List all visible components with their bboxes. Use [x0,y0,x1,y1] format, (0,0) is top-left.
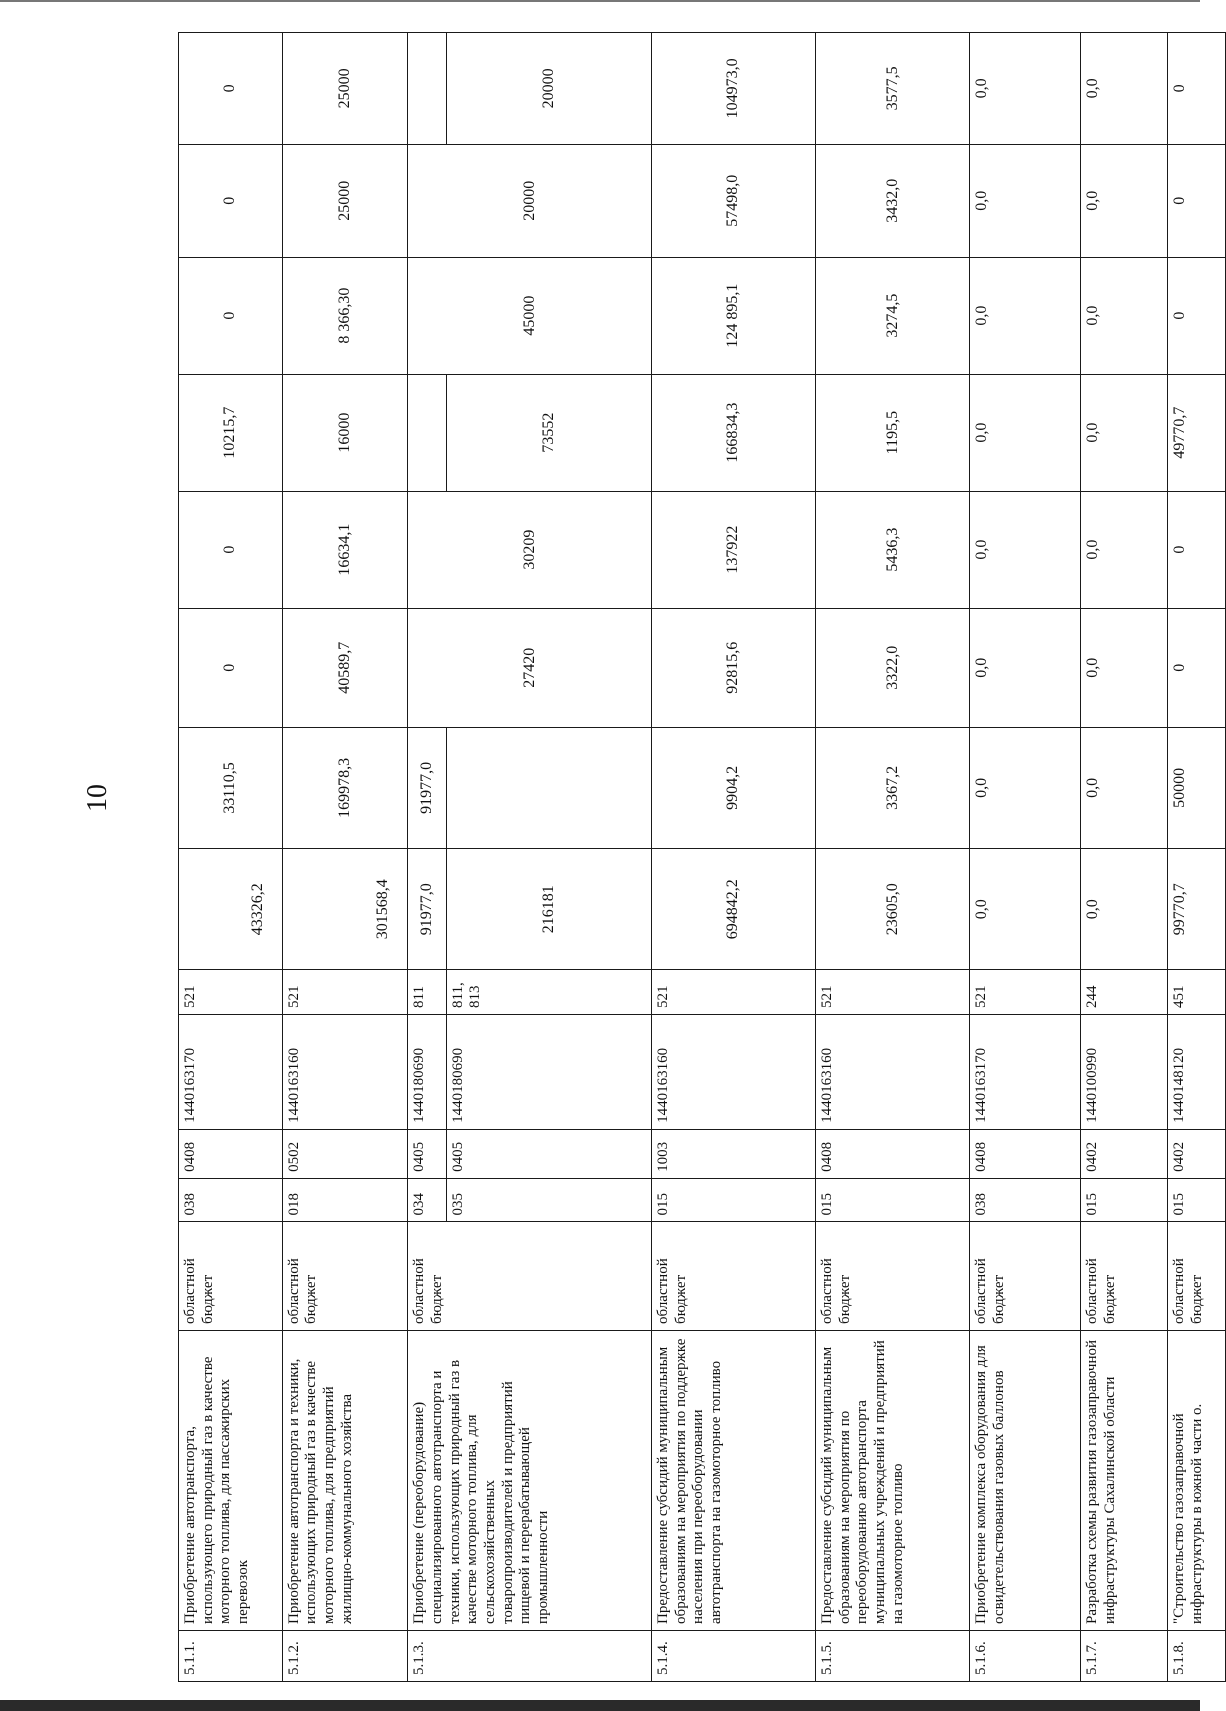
value-2019: 57498,0 [651,144,815,257]
total-value: 23605,0 [815,849,969,970]
row-number: 5.1.5. [815,1630,969,1681]
table-row [970,33,1081,1682]
rzpr-code: 0405 [446,1129,651,1178]
row-number: 5.1.3. [408,1630,652,1681]
value-2020-empty [408,33,447,145]
csr-code: 1440163160 [651,1015,815,1130]
grbs-code: 035 [446,1178,651,1222]
value-2016: 0 [1168,491,1226,608]
value-2020: 20000 [446,33,651,145]
csr-code: 1440163160 [815,1015,969,1130]
grbs-code: 038 [179,1178,283,1222]
table-row [408,33,447,1682]
table-row [1168,33,1226,1682]
csr-code: 1440148120 [1168,1015,1226,1130]
value-2014-empty [446,727,651,848]
total-value: 0,0 [1081,849,1168,970]
csr-code: 1440163170 [179,1015,283,1130]
activity-name: Разработка схемы развития газозаправочной инфраструктуры Сахалинской области [1081,1330,1168,1630]
rzpr-code: 0402 [1081,1129,1168,1178]
rzpr-code: 0502 [282,1129,407,1178]
table-row [815,33,969,1682]
vr-code: 451 [1168,970,1226,1015]
vr-code: 811 [408,970,447,1015]
csr-code: 1440163160 [282,1015,407,1130]
funding-source: областной бюджет [1168,1222,1226,1331]
value-2018: 0,0 [1081,257,1168,374]
value-2014: 169978,3 [282,727,407,848]
value-2018: 0 [179,257,283,374]
value-2014: 0,0 [1081,727,1168,848]
value-2018: 3274,5 [815,257,969,374]
value-2020: 25000 [282,33,407,145]
rzpr-code: 0402 [1168,1129,1226,1178]
value-2017: 166834,3 [651,374,815,491]
funding-source: областной бюджет [970,1222,1081,1331]
vr-code: 521 [282,970,407,1015]
row-number: 5.1.6. [970,1630,1081,1681]
value-2014: 9904,2 [651,727,815,848]
activity-name: Предоставление субсидий муниципальным образованиям на мероприятия по переоборудованию автотранспорта муниципальных учреждений и предприятий на газомоторное топливо [815,1330,969,1630]
value-2015: 0,0 [970,608,1081,727]
value-2017: 73552 [446,374,651,491]
value-2014: 50000 [1168,727,1226,848]
value-2020: 0 [179,33,283,145]
vr-code: 521 [970,970,1081,1015]
value-2015: 92815,6 [651,608,815,727]
row-number: 5.1.1. [179,1630,283,1681]
value-2017: 10215,7 [179,374,283,491]
value-2014: 3367,2 [815,727,969,848]
funding-source: областной бюджет [1081,1222,1168,1331]
total-value: 0,0 [970,849,1081,970]
rzpr-code: 0405 [408,1129,447,1178]
activity-name: Приобретение автотранспорта и техники, использующих природный газ в качестве моторного топлива, для предприятий жилищно-коммунального хозяйства [282,1330,407,1630]
value-2017: 0,0 [970,374,1081,491]
value-2016: 137922 [651,491,815,608]
value-2016: 0,0 [970,491,1081,608]
value-2020: 0 [1168,33,1226,145]
rotated-table-wrapper [178,32,1226,1682]
csr-code: 1440180690 [408,1015,447,1130]
grbs-code: 034 [408,1178,447,1222]
value-2015: 3322,0 [815,608,969,727]
table-row [1081,33,1168,1682]
total-value: 216181 [446,849,651,970]
csr-code: 1440100990 [1081,1015,1168,1130]
value-2020: 3577,5 [815,33,969,145]
activity-name: Предоставление субсидий муниципальным образованиям на мероприятия по поддержке населения при переоборудовании автотранспорта на газомоторное топливо [651,1330,815,1630]
page-number: 10 [82,784,113,812]
row-number: 5.1.4. [651,1630,815,1681]
activity-name: Приобретение (переоборудование) специализированного автотранспорта и техники, использующих природный газ в качестве моторного топлива, для сельскохозяйственных товаропроизводителей и предприятий пищевой и перерабатывающей промышленности [408,1330,652,1630]
vr-code: 521 [651,970,815,1015]
total-value: 301568,4 [282,849,407,970]
value-2018: 8 366,30 [282,257,407,374]
value-2017: 0,0 [1081,374,1168,491]
activity-name: "Строительство газозаправочной инфраструктуры в южной части о. [1168,1330,1226,1630]
value-2019: 0,0 [970,144,1081,257]
grbs-code: 038 [970,1178,1081,1222]
value-2019: 0,0 [1081,144,1168,257]
scan-bottom-edge [0,1700,1200,1711]
funding-source: областной бюджет [815,1222,969,1331]
value-2018: 124 895,1 [651,257,815,374]
value-2014: 91977,0 [408,727,447,848]
vr-code: 521 [815,970,969,1015]
value-2014: 33110,5 [179,727,283,848]
csr-code: 1440180690 [446,1015,651,1130]
vr-code: 521 [179,970,283,1015]
row-number: 5.1.2. [282,1630,407,1681]
value-2016: 30209 [408,491,652,608]
value-2018: 45000 [408,257,652,374]
grbs-code: 015 [651,1178,815,1222]
value-2014: 0,0 [970,727,1081,848]
value-2020: 104973,0 [651,33,815,145]
csr-code: 1440163170 [970,1015,1081,1130]
row-number: 5.1.8. [1168,1630,1226,1681]
funding-source: областной бюджет [179,1222,283,1331]
rzpr-code: 0408 [970,1129,1081,1178]
value-2015: 0 [1168,608,1226,727]
grbs-code: 018 [282,1178,407,1222]
funding-source: областной бюджет [282,1222,407,1331]
total-value: 99770,7 [1168,849,1226,970]
grbs-code: 015 [1081,1178,1168,1222]
program-activities-table [178,32,1226,1682]
total-value: 694842,2 [651,849,815,970]
activity-name: Приобретение автотранспорта, использующего природный газ в качестве моторного топлива, для пассажирских перевозок [179,1330,283,1630]
value-2017-empty [408,374,447,491]
funding-source: областной бюджет [408,1222,652,1331]
value-2017: 1195,5 [815,374,969,491]
value-2016: 5436,3 [815,491,969,608]
value-2015: 0,0 [1081,608,1168,727]
value-2017: 49770,7 [1168,374,1226,491]
value-2019: 3432,0 [815,144,969,257]
grbs-code: 015 [815,1178,969,1222]
value-2019: 25000 [282,144,407,257]
total-value: 91977,0 [408,849,447,970]
value-2015: 27420 [408,608,652,727]
row-number: 5.1.7. [1081,1630,1168,1681]
grbs-code: 015 [1168,1178,1226,1222]
value-2015: 0 [179,608,283,727]
value-2017: 16000 [282,374,407,491]
value-2019: 20000 [408,144,652,257]
value-2016: 16634,1 [282,491,407,608]
total-value: 43326,2 [179,849,283,970]
value-2019: 0 [1168,144,1226,257]
value-2016: 0,0 [1081,491,1168,608]
vr-code: 811, 813 [446,970,651,1015]
funding-source: областной бюджет [651,1222,815,1331]
rzpr-code: 0408 [815,1129,969,1178]
table-row [282,33,407,1682]
rzpr-code: 0408 [179,1129,283,1178]
value-2015: 40589,7 [282,608,407,727]
value-2020: 0,0 [1081,33,1168,145]
vr-code: 244 [1081,970,1168,1015]
rzpr-code: 1003 [651,1129,815,1178]
value-2018: 0 [1168,257,1226,374]
table-row [651,33,815,1682]
table-row [179,33,283,1682]
value-2016: 0 [179,491,283,608]
activity-name: Приобретение комплекса оборудования для освидетельствования газовых баллонов [970,1330,1081,1630]
value-2018: 0,0 [970,257,1081,374]
scan-top-edge [0,0,1200,2]
value-2020: 0,0 [970,33,1081,145]
value-2019: 0 [179,144,283,257]
